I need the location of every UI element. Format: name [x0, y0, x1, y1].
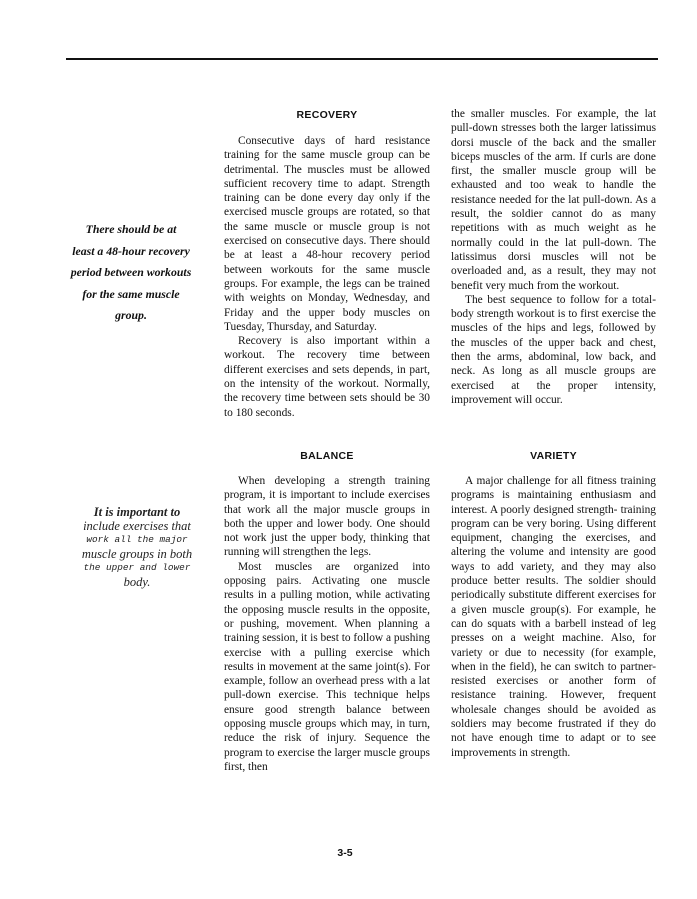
margin-note-line: muscle groups in both — [81, 547, 193, 561]
margin-note-line: There should be at — [85, 222, 177, 236]
paragraph: When developing a strength training program, it is important to include exercises that work all the major muscle groups in both the upper and lower body. One should not work just the upper body, thinking that running will strengthen the legs. — [224, 475, 430, 559]
margin-note-line: It is important to — [93, 505, 181, 519]
margin-note-line: group. — [115, 308, 147, 322]
recovery-body — [224, 134, 430, 420]
variety-body — [451, 474, 656, 760]
paragraph: the smaller muscles. For example, the lat pull-down stresses both the larger latissimus dorsi muscle of the back and the smaller biceps muscles of the arm. If curls are done first, the smaller muscle group will be exhausted and too weak to handle the resistance needed for the lat pull-down. As a result, the soldier cannot do as many repetitions with as much weight as he normally could in the lat pull-down. The latissimus dorsi muscles will not be overloaded and, as a result, they may not benefit very much from the workout. — [451, 108, 656, 292]
balance-body — [224, 474, 430, 774]
heading-recovery: RECOVERY — [296, 109, 358, 121]
margin-note-line: period between workouts — [70, 265, 192, 279]
paragraph: Consecutive days of hard resistance training for the same muscle group can be detrimental. The muscles must be allowed sufficient recovery time to adapt. Strength training can be done every day only if the exercised muscle groups are rotated, so that the same muscle or muscle group is not exercised on consecutive days. There should be at least a 48-hour recovery period between workouts for the same muscle groups. For example, the legs can be trained with weights on Monday, Wednesday, and Friday and the upper body muscles on Tuesday, Thursday, and Saturday. — [224, 135, 430, 333]
top-rule — [66, 58, 658, 60]
margin-note-line: for the same muscle — [82, 286, 180, 301]
margin-note-line: least a 48-hour recovery — [72, 243, 190, 258]
margin-note-line: the upper and lower — [83, 562, 191, 573]
heading-balance: BALANCE — [300, 450, 354, 462]
paragraph: A major challenge for all fitness training programs is maintaining enthusiasm and interest. A poorly designed strength- training program can be very boring. Using different equipment, changing the exercises, and altering the volume and intensity are good ways to add variety, and they may also produce better results. The soldier should periodically substitute different exercises for a given muscle group(s). For example, he can do squats with a barbell instead of leg presses on a weight machine. Also, for variety or due to necessity (for example, when in the field), he can switch to partner-resisted exercises or another form of resistance training. However, frequent wholesale changes should be avoided as soldiers may become frustrated if they do not have enough time to adapt or to see improvements in strength. — [451, 475, 656, 759]
margin-note-line: body. — [123, 575, 151, 589]
margin-note-balance — [62, 505, 212, 589]
page-number: 3-5 — [337, 847, 353, 859]
paragraph: Recovery is also important within a workout. The recovery time between different exercises and sets depends, in part, on the intensity of the workout. Normally, the recovery time between sets should be 30 to 180 seconds. — [224, 335, 430, 419]
paragraph: The best sequence to follow for a total-body strength workout is to first exercise the muscles of the hips and legs, followed by the muscles of the upper back and chest, then the arms, abdominal, low back, and neck. As long as all muscle groups are exercised at the proper intensity, improvement will occur. — [451, 293, 656, 406]
margin-note-line: work all the major — [86, 534, 188, 545]
paragraph: Most muscles are organized into opposing pairs. Activating one muscle results in a pulling motion, while activating the opposing muscle results in the opposite, or pushing, movement. When planning a training session, it is best to follow a pushing exercise with a pulling exercise which results in movement at the same joint(s). For example, follow an overhead press with a lat pull-down exercise. This technique helps ensure good strength balance between opposing muscle groups which may, in turn, reduce the risk of injury. Sequence the program to exercise the larger muscle groups first, then — [224, 560, 430, 773]
margin-note-line: include exercises that — [83, 519, 191, 533]
margin-note-recovery — [56, 219, 206, 327]
heading-variety: VARIETY — [530, 450, 577, 462]
smaller-muscles-body — [451, 107, 656, 407]
